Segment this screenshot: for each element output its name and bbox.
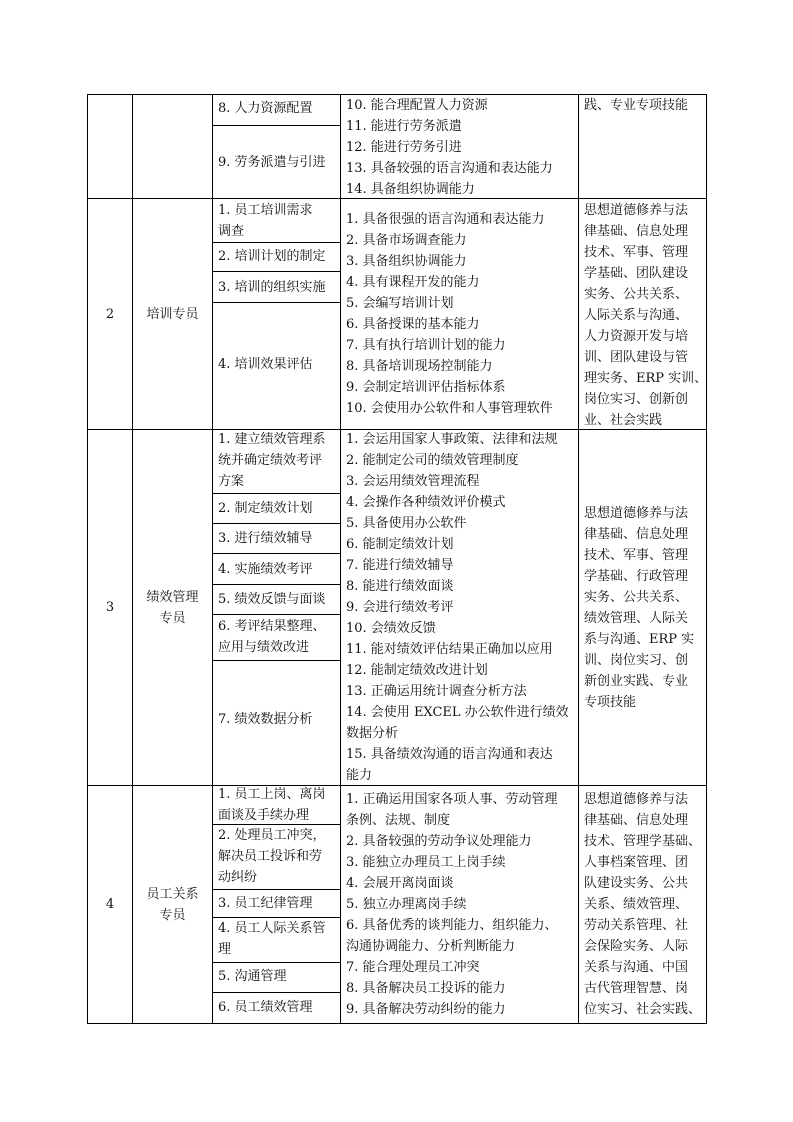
course-line: 关系、绩效管理、 [584, 897, 689, 912]
col-divider-position [212, 94, 213, 1024]
ability-cell [346, 789, 558, 1020]
subtask-text: 方案 [218, 474, 245, 489]
subtask-text: 1. 员工培训需求 [218, 203, 313, 218]
ability-line: 9. 具备解决劳动纠纷的能力 [346, 1002, 506, 1017]
course-cell [584, 789, 701, 1020]
course-line: 专项技能 [584, 695, 637, 710]
subtask-text: 2. 培训计划的制定 [218, 249, 326, 264]
ability-line: 11. 能进行劳务派遣 [346, 119, 462, 134]
subtask-text: 3. 进行绩效辅导 [218, 531, 313, 546]
ability-line: 4. 会展开离岗面谈 [346, 876, 454, 891]
subtask-text: 8. 人力资源配置 [218, 101, 313, 116]
ability-line: 7. 具有执行培训计划的能力 [346, 338, 506, 353]
subtask-cell [218, 354, 313, 375]
subtask-cell [218, 98, 313, 119]
course-line: 思想道德修养与法 [584, 792, 689, 807]
subtask-cell [218, 200, 313, 242]
ability-line: 12. 能进行劳务引进 [346, 140, 462, 155]
course-line: 律基础、信息处理 [584, 224, 689, 239]
course-line: 践、专业专项技能 [584, 98, 689, 113]
ability-line: 1. 会运用国家人事政策、法律和法规 [346, 432, 558, 447]
subtask-text: 统并确定绩效考评 [218, 453, 323, 468]
ability-line: 7. 能进行绩效辅导 [346, 558, 454, 573]
ability-line: 2. 具备较强的劳动争议处理能力 [346, 834, 532, 849]
subtask-cell [218, 825, 326, 888]
ability-line: 10. 会绩效反馈 [346, 621, 436, 636]
subtask-text: 6. 考评结果整理、 [218, 619, 326, 634]
subtask-cell [218, 246, 326, 267]
ability-line: 3. 能独立办理员工上岗手续 [346, 855, 506, 870]
course-line: 理实务、ERP 实训、 [584, 371, 708, 386]
course-line: 业、社会实践 [584, 413, 663, 428]
subtask-text: 1. 建立绩效管理系 [218, 432, 326, 447]
ability-line: 6. 具备优秀的谈判能力、组织能力、 [346, 918, 558, 933]
ability-line: 14. 具备组织协调能力 [346, 182, 475, 197]
ability-line: 3. 具备组织协调能力 [346, 254, 467, 269]
ability-line: 8. 能进行绩效面谈 [346, 579, 454, 594]
subtask-border [212, 962, 340, 963]
ability-line: 9. 会进行绩效考评 [346, 600, 454, 615]
course-line: 绩效管理、人际关 [584, 611, 689, 626]
ability-line: 4. 会操作各种绩效评价模式 [346, 495, 506, 510]
subtask-cell [218, 784, 326, 826]
course-line: 人事档案管理、团 [584, 855, 689, 870]
col-divider-subtask [340, 94, 341, 1024]
course-line: 律基础、信息处理 [584, 527, 689, 542]
subtask-text: 4. 实施绩效考评 [218, 562, 313, 577]
course-line: 训、岗位实习、创 [584, 653, 689, 668]
position-name: 员工关系 专员 [146, 886, 199, 923]
subtask-text: 6. 员工绩效管理 [218, 1000, 313, 1015]
subtask-border [212, 493, 340, 494]
course-cell [584, 503, 694, 713]
subtask-border [212, 523, 340, 524]
ability-line: 13. 正确运用统计调查分析方法 [346, 684, 527, 699]
subtask-text: 5. 绩效反馈与面谈 [218, 592, 326, 607]
subtask-border [212, 302, 340, 303]
ability-line: 15. 具备绩效沟通的语言沟通和表达 [346, 747, 553, 762]
course-line: 律基础、信息处理 [584, 813, 689, 828]
course-line: 位实习、社会实践、 [584, 1002, 702, 1017]
subtask-text: 应用与绩效改进 [218, 640, 310, 655]
ability-cell [346, 209, 553, 419]
course-line: 学基础、行政管理 [584, 569, 689, 584]
subtask-border [212, 242, 340, 243]
course-line: 技术、军事、管理 [584, 548, 689, 563]
subtask-cell [218, 152, 326, 173]
course-line: 人力资源开发与培 [584, 329, 689, 344]
course-line: 技术、管理学基础、 [584, 834, 702, 849]
ability-line: 6. 能制定绩效计划 [346, 537, 454, 552]
ability-line: 能力 [346, 768, 373, 783]
ability-cell [346, 95, 553, 200]
course-line: 思想道德修养与法 [584, 203, 689, 218]
table-border-bottom [87, 1023, 707, 1024]
ability-line: 13. 具备较强的语言沟通和表达能力 [346, 161, 553, 176]
course-line: 思想道德修养与法 [584, 506, 689, 521]
subtask-text: 面谈及手续办理 [218, 808, 310, 823]
subtask-border [212, 553, 340, 554]
ability-line: 5. 会编写培训计划 [346, 296, 454, 311]
course-line: 实务、公共关系、 [584, 287, 689, 302]
row-number: 3 [105, 600, 115, 615]
subtask-text: 5. 沟通管理 [218, 969, 287, 984]
course-cell [584, 95, 688, 116]
subtask-cell [218, 559, 313, 580]
course-cell [584, 200, 707, 431]
subtask-cell [218, 498, 313, 519]
subtask-text: 3. 培训的组织实施 [218, 280, 326, 295]
subtask-border [212, 584, 340, 585]
course-line: 新创业实践、专业 [584, 674, 689, 689]
position-name: 培训专员 [146, 306, 199, 322]
ability-line: 1. 正确运用国家各项人事、劳动管理 [346, 792, 558, 807]
subtask-cell [218, 429, 326, 492]
subtask-cell [218, 918, 326, 960]
subtask-cell [218, 966, 287, 987]
ability-line: 3. 会运用绩效管理流程 [346, 474, 480, 489]
subtask-text: 2. 制定绩效计划 [218, 501, 313, 516]
ability-line: 10. 会使用办公软件和人事管理软件 [346, 401, 553, 416]
subtask-border [212, 614, 340, 615]
ability-line: 9. 会制定培训评估指标体系 [346, 380, 506, 395]
subtask-text: 9. 劳务派遣与引进 [218, 155, 326, 170]
subtask-text: 2. 处理员工冲突， [218, 828, 326, 843]
ability-line: 条例、法规、制度 [346, 813, 451, 828]
subtask-border [212, 660, 340, 661]
ability-line: 14. 会使用 EXCEL 办公软件进行绩效 [346, 705, 569, 720]
course-line: 训、团队建设与管 [584, 350, 689, 365]
subtask-cell [218, 709, 313, 730]
subtask-text: 4. 培训效果评估 [218, 357, 313, 372]
course-line: 学基础、团队建设 [584, 266, 689, 281]
row-number: 4 [105, 897, 115, 912]
ability-line: 沟通协调能力、分析判断能力 [346, 939, 516, 954]
ability-line: 10. 能合理配置人力资源 [346, 98, 488, 113]
subtask-text: 解决员工投诉和劳 [218, 849, 323, 864]
ability-line: 5. 具备使用办公软件 [346, 516, 467, 531]
ability-line: 5. 独立办理离岗手续 [346, 897, 467, 912]
subtask-cell [218, 616, 326, 658]
course-line: 会保险实务、人际 [584, 939, 689, 954]
course-line: 实务、公共关系、 [584, 590, 689, 605]
subtask-text: 7. 绩效数据分析 [218, 712, 313, 727]
subtask-text: 1. 员工上岗、离岗 [218, 787, 326, 802]
course-line: 古代管理智慧、岗 [584, 981, 689, 996]
subtask-text: 调查 [218, 224, 245, 239]
course-line: 系与沟通、ERP 实 [584, 632, 695, 647]
subtask-border [212, 271, 340, 272]
subtask-text: 3. 员工纪律管理 [218, 896, 313, 911]
ability-line: 8. 具备培训现场控制能力 [346, 359, 493, 374]
course-line: 劳动关系管理、社 [584, 918, 689, 933]
subtask-border [212, 992, 340, 993]
subtask-text: 理 [218, 942, 232, 957]
subtask-border [212, 889, 340, 890]
subtask-text: 动纠纷 [218, 870, 258, 885]
ability-line: 1. 具备很强的语言沟通和表达能力 [346, 212, 545, 227]
ability-line: 数据分析 [346, 726, 399, 741]
row-number: 2 [105, 306, 115, 322]
ability-cell [346, 429, 569, 786]
subtask-text: 4. 员工人际关系管 [218, 921, 326, 936]
subtask-cell [218, 893, 313, 914]
course-line: 关系与沟通、中国 [584, 960, 689, 975]
col-divider-ability [578, 94, 579, 1024]
subtask-cell [218, 589, 326, 610]
ability-line: 2. 具备市场调查能力 [346, 233, 467, 248]
course-line: 技术、军事、管理 [584, 245, 689, 260]
course-line: 队建设实务、公共 [584, 876, 689, 891]
position-name: 绩效管理 专员 [146, 589, 199, 626]
subtask-cell [218, 277, 326, 298]
course-line: 人际关系与沟通、 [584, 308, 689, 323]
subtask-border [212, 125, 340, 126]
ability-line: 6. 具备授课的基本能力 [346, 317, 480, 332]
subtask-cell [218, 997, 313, 1018]
ability-line: 7. 能合理处理员工冲突 [346, 960, 480, 975]
ability-line: 11. 能对绩效评估结果正确加以应用 [346, 642, 553, 657]
ability-line: 4. 具有课程开发的能力 [346, 275, 480, 290]
subtask-cell [218, 528, 313, 549]
ability-line: 12. 能制定绩效改进计划 [346, 663, 488, 678]
ability-line: 8. 具备解决员工投诉的能力 [346, 981, 506, 996]
ability-line: 2. 能制定公司的绩效管理制度 [346, 453, 519, 468]
course-line: 岗位实习、创新创 [584, 392, 689, 407]
